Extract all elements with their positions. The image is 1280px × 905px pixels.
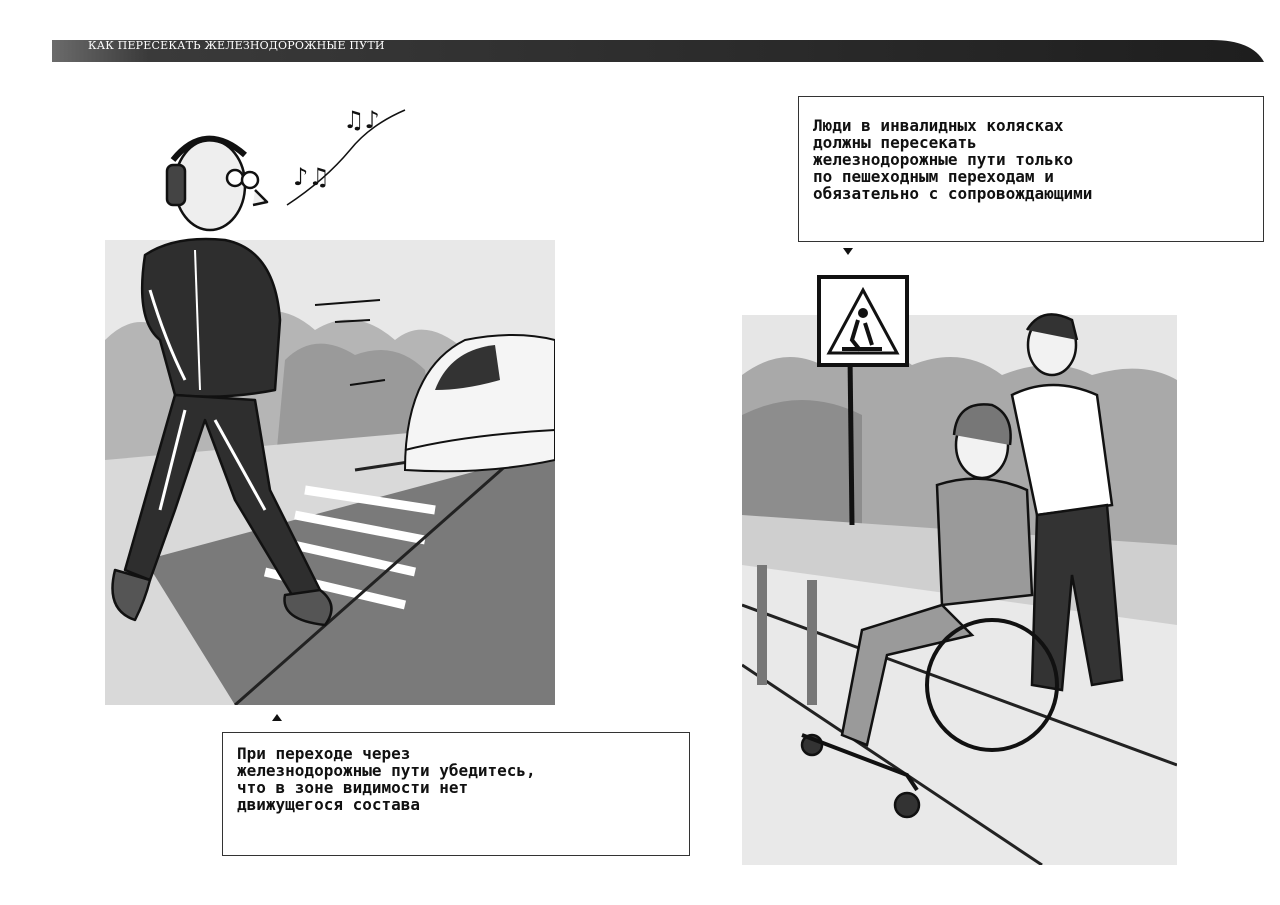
right-caption-pointer bbox=[843, 248, 853, 255]
left-caption-pointer bbox=[272, 714, 282, 721]
header-bar bbox=[52, 34, 1264, 62]
svg-text:♫♪: ♫♪ bbox=[343, 106, 380, 134]
music-notes bbox=[287, 106, 405, 205]
wheelchair-illustration bbox=[742, 265, 1177, 865]
right-caption: Люди в инвалидных колясках должны пересекать железнодорожные пути только по пешеходным переходам и обязательно с сопровождающими bbox=[798, 96, 1264, 242]
svg-text:♪♫: ♪♫ bbox=[293, 163, 330, 191]
page-title: КАК ПЕРЕСЕКАТЬ ЖЕЛЕЗНОДОРОЖНЫЕ ПУТИ bbox=[88, 39, 385, 52]
left-caption: При переходе через железнодорожные пути убедитесь, что в зоне видимости нет движущегося состава bbox=[222, 732, 690, 856]
pedestrian-illustration bbox=[105, 90, 555, 705]
